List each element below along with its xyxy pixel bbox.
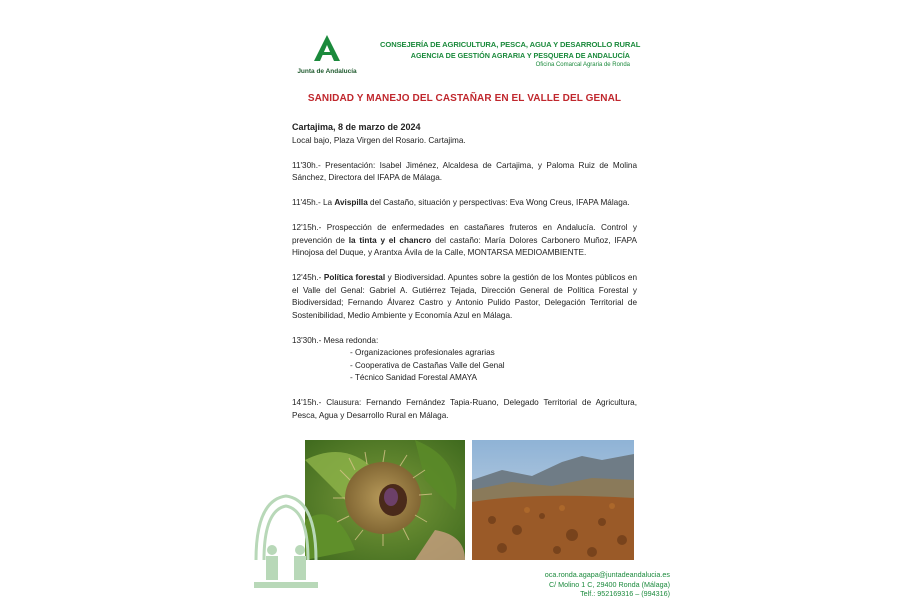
event-date: Cartajima, 8 de marzo de 2024 xyxy=(292,122,421,132)
junta-logo xyxy=(296,34,358,75)
list-item: - Organizaciones profesionales agrarias xyxy=(350,348,495,357)
list-item: - Técnico Sanidad Forestal AMAYA xyxy=(350,373,477,382)
program-content xyxy=(292,121,637,422)
document-title: SANIDAD Y MANEJO DEL CASTAÑAR EN EL VALLE DEL GENAL xyxy=(307,93,622,104)
contact-address: C/ Molino 1 C, 29400 Ronda (Málaga) xyxy=(548,579,670,589)
logo-text: Junta de Andalucía xyxy=(297,68,357,75)
landscape-photo xyxy=(472,440,634,560)
andalucia-watermark xyxy=(250,490,322,594)
contact-phone: Telf.: 952169316 – (994316) xyxy=(580,589,670,598)
header-line-2: AGENCIA DE GESTIÓN AGRARIA Y PESQUERA DE ANDALUCÍA xyxy=(410,51,630,60)
header-line-1: CONSEJERÍA DE AGRICULTURA, PESCA, AGUA Y DESARROLLO RURAL xyxy=(380,40,641,49)
program-item-1330: 13'30h.- Mesa redonda: xyxy=(292,335,379,345)
event-venue: Local bajo, Plaza Virgen del Rosario. Cartajima. xyxy=(292,135,466,145)
header-institution xyxy=(380,40,641,68)
program-item-1145: 11'45h.- La Avispilla del Castaño, situación y perspectivas: Eva Wong Creus, IFAPA Málaga. xyxy=(292,198,630,207)
contact-block xyxy=(520,570,670,599)
program-item-1130: 11'30h.- Presentación: Isabel Jiménez, Alcaldesa de Cartajima, y Paloma Ruiz de Molina Sánchez, Directora del IFAPA de Málaga. xyxy=(292,160,637,182)
junta-logo-icon xyxy=(310,34,344,62)
contact-email[interactable]: oca.ronda.agapa@juntadeandalucia.es xyxy=(544,570,670,579)
roundtable-list xyxy=(292,347,637,385)
chestnut-photo xyxy=(305,440,465,560)
program-item-1245: 12'45h.- Política forestal y Biodiversidad. Apuntes sobre la gestión de los Montes públicos en el Valle del Genal: Gabriel A. Gutiérrez Tejada, Dirección General de Política Forestal y Biodiversidad; Fernando Álvarez Castro y Antonio Pulido Pastor, Delegación Territorial de Sostenibilidad, Medio Ambiente y Economía Azul en Málaga. xyxy=(292,273,637,320)
header-line-3: Oficina Comarcal Agraria de Ronda xyxy=(535,62,630,68)
program-item-1415: 14'15h.- Clausura: Fernando Fernández Tapia-Ruano, Delegado Territorial de Agricultura, Pesca, Agua y Desarrollo Rural en Málaga. xyxy=(292,398,637,420)
list-item: - Cooperativa de Castañas Valle del Genal xyxy=(350,360,505,370)
program-item-1215: 12'15h.- Prospección de enfermedades en castañares fruteros en Andalucía. Control y prevención de la tinta y el chancro del castaño: María Dolores Carbonero Muñoz, IFAPA Hinojosa del Duque, y Arantxa Ávila de la Calle, MONTARSA MEDIOAMBIENTE. xyxy=(292,223,637,257)
